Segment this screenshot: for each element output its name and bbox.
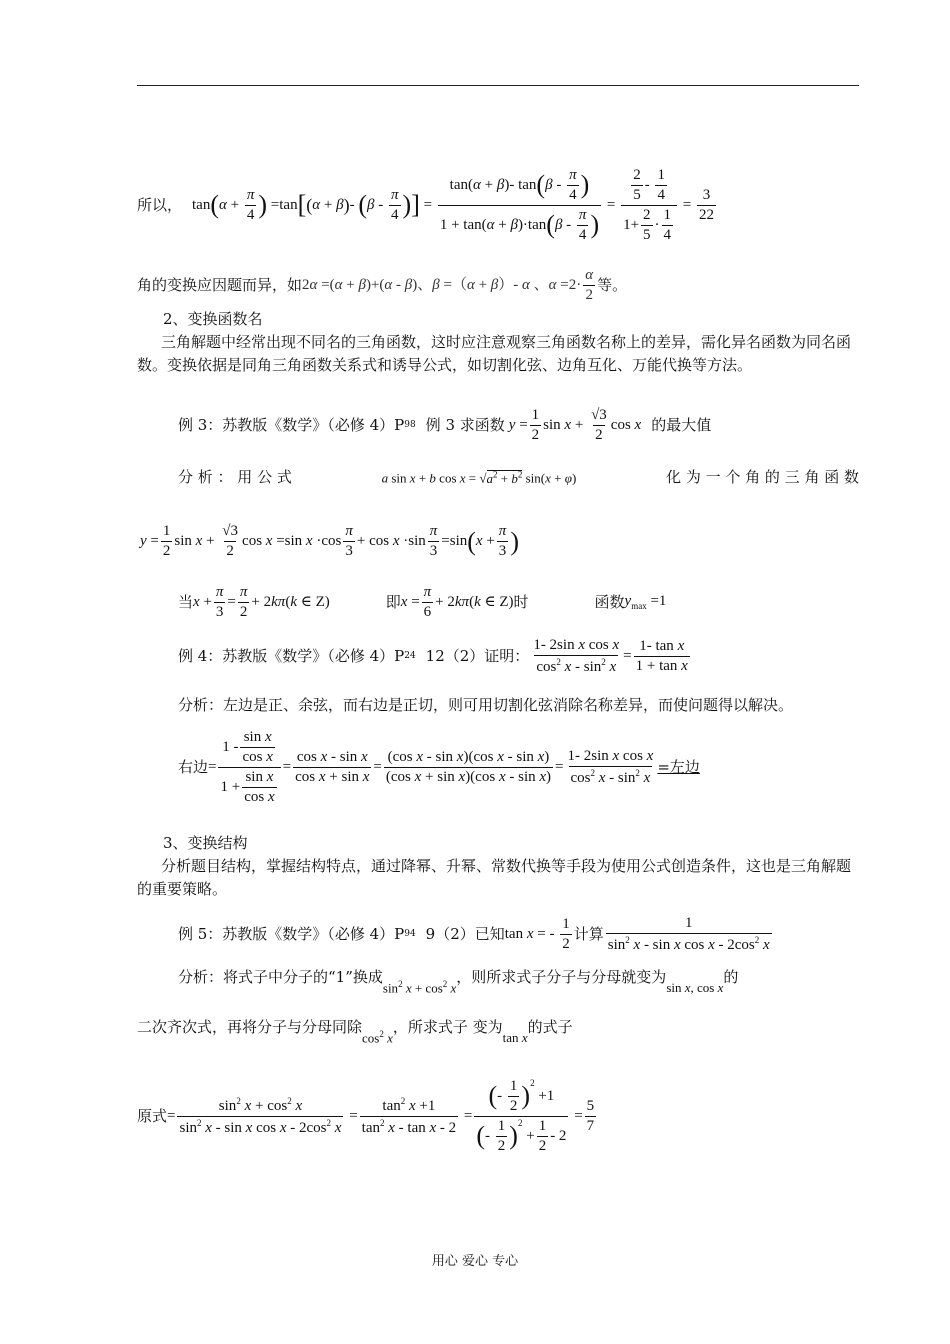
analysis-5-f: 的式子 [527, 1018, 573, 1036]
analysis-5-a: 分析：将式子中分子的“1”换成 [178, 968, 383, 986]
lead-text: 所以， [137, 195, 183, 214]
example-3-text2: 例 3 求函数 [425, 416, 505, 434]
equation-line-1 [137, 160, 718, 250]
example-3-function: y = $\frac{1}{2}$ sin x + $\frac{√3}{2}$ cos x [508, 407, 642, 443]
analysis-3-lead: 分 析 ： 用 公 式 [178, 468, 292, 486]
analysis-3-tail: 化 为 一 个 角 的 三 角 函 数 [666, 468, 859, 486]
analysis-3-max [178, 585, 666, 620]
when-text: 当 [178, 593, 194, 611]
analysis-4-derivation [178, 730, 700, 805]
right-side-text: 右边 [178, 758, 209, 776]
tan-x: tan x [502, 1030, 528, 1045]
angle-change-tail: 等。 [597, 276, 628, 294]
cos-squared: $\cos^2 x$ [362, 1029, 393, 1046]
ymax: $y_{max} =1$ [624, 593, 667, 611]
example-5-calc: 计算 [573, 925, 604, 943]
section-3-paragraph: 分析题目结构，掌握结构特点，通过降幂、升幂、常数代换等手段为使用公式创造条件，这也是三角解题的重要策略。 [137, 857, 852, 898]
example-5-given: tan x = - $\frac{1}{2}$ [504, 916, 570, 952]
aux-angle-formula: a sin x + b $\cos x = √a^2 + b^2$ sin(x + φ) [381, 469, 577, 486]
example-4-identity: $\frac{\text{1- 2sin x cos x}}{\cos^2 x - \sin^2 x}$ = $\frac{\text{1- tan x}}{\text{1 + tan x}}$ [533, 637, 688, 675]
section-2-heading: 2、变换函数名 [163, 310, 263, 328]
example-5 [178, 916, 774, 953]
angle-change-line [137, 268, 627, 303]
right-side-formula: = 1 - $\frac{\text{sin x}}{\text{cos x}}$ 1 + $\frac{\text{sin x}}{\text{cos x}}$ = $\frac{\text{cos x - sin x}}{\text{cos x + sin x}}$ = $\frac{\text{(cos x - sin x)(cos x - sin x)}}{\text{(cos x + sin x)(cos x - sin x)}}$ = $\frac{\text{1- 2sin x cos x}}{\cos^2 x - \sin^2 x}$ [208, 729, 654, 805]
example-5-page: 94 [404, 929, 416, 939]
example-5-text2: 9（2）已知 [425, 925, 505, 943]
section-2-paragraph: 三角解题中经常出现不同名的三角函数，这时应注意观察三角函数名称上的差异，需化异名函数为同名函数。变换依据是同角三角函数关系式和诱导公式，如切割化弦、边角互化、万能代换等方法。 [137, 333, 852, 374]
header-rule [137, 85, 859, 86]
analysis-5-line-1 [178, 968, 739, 996]
analysis-5-d: 二次齐次式，再将分子与分母同除 [137, 1018, 363, 1036]
max-value: =1 [650, 593, 667, 609]
page-footer: 用心 爱心 专心 [431, 1254, 519, 1269]
angle-change-text: 角的变换应因题而异，如 [137, 276, 303, 294]
example-4-page: 24 [404, 651, 416, 661]
example-3 [178, 408, 711, 443]
example-4 [178, 638, 692, 675]
tan-formula: tan ( α + $\frac{\pi}{4}$ ) =tan [ ( α + β ) - ( β - $\frac{\pi}{4}$ ) ] = tan( α + β )- tan ( β - $\frac{\pi}{4}$ ) 1 + tan( α + β )·tan ( β - $\frac{\pi}{4}$ ) = $\frac{2}{5}$ - $\frac{1}{4}$ 1+ $\frac{2}{5}$ · $\frac{1}{4}$ = $\frac{3}{22}$ [192, 166, 715, 243]
analysis-5-line-2 [137, 1018, 573, 1046]
analysis-3-derivation: y = $\frac{1}{2}$ sin x + $\frac{√3}{2}$ cos x =sin x ·cos $\frac{\pi}{3}$ + cos x ·sin $\frac{\pi}{3}$ =sin ( x + $\frac{\pi}{3}$ ) [140, 523, 519, 559]
analysis-5-e: ，所求式子 变为 [392, 1018, 503, 1036]
when-condition: x + $\frac{\pi}{3}$ = $\frac{\pi}{2}$ + 2 kπ ( k ∈ Z) [193, 584, 330, 620]
sum-of-squares: $\sin^2 x + \cos^2 x$ [382, 979, 457, 996]
max-subscript: max [631, 601, 647, 611]
example-3-tail: 的最大值 [651, 416, 712, 434]
example-4-text2: 12（2）证明： [425, 647, 530, 665]
analysis-4-text: 分析：左边是正、余弦，而右边是正切，则可用切割化弦消除名称差异，而使问题得以解决。 [178, 696, 794, 714]
left-side-text: =左边 [657, 758, 700, 776]
example-3-text: 例 3：苏教版《数学》（必修 4）P [178, 416, 405, 434]
analysis-5-b: ，则所求式子分子与分母就变为 [456, 968, 667, 986]
angle-change-formula: 2 α =( α + β )+( α - β )、 β =（ α + β ）- α 、 α =2· $\frac{\alpha}{2}$ [302, 267, 594, 303]
example-5-expression: $\frac{1}{\sin^2 x - \sin x \cos x - 2\cos^2 x}$ [607, 915, 770, 953]
final-lead: 原式 [137, 1106, 168, 1125]
example-5-text: 例 5：苏教版《数学》（必修 4）P [178, 925, 405, 943]
final-formula: = $\frac{\sin^2 x + \cos^2 x}{\sin^2 x - \sin x \cos x - 2\cos^2 x}$ = $\frac{\tan^2 x +1}{\tan^2 x - \tan x - 2}$ = ( - $\frac{1}{2}$ ) $^2$ +1 ( - $\frac{1}{2}$ ) $^2$ + $\frac{1}{2}$ - 2 = $\frac{5}{7}$ [167, 1077, 595, 1154]
hanshu-text: 函数 [594, 593, 625, 611]
analysis-3 [178, 470, 859, 485]
shi-text: 时 [513, 593, 529, 611]
example-4-text: 例 4：苏教版《数学》（必修 4）P [178, 647, 405, 665]
analysis-5-c: 的 [723, 968, 739, 986]
sin-cos-pair: sin x, cos x [666, 980, 724, 995]
section-3-heading: 3、变换结构 [163, 834, 248, 852]
ji-condition: x = $\frac{\pi}{6}$ + 2 kπ ( k ∈ Z) [400, 584, 514, 620]
final-computation [137, 1066, 598, 1166]
ji-text: 即 [385, 593, 401, 611]
example-3-page: 98 [404, 420, 416, 430]
